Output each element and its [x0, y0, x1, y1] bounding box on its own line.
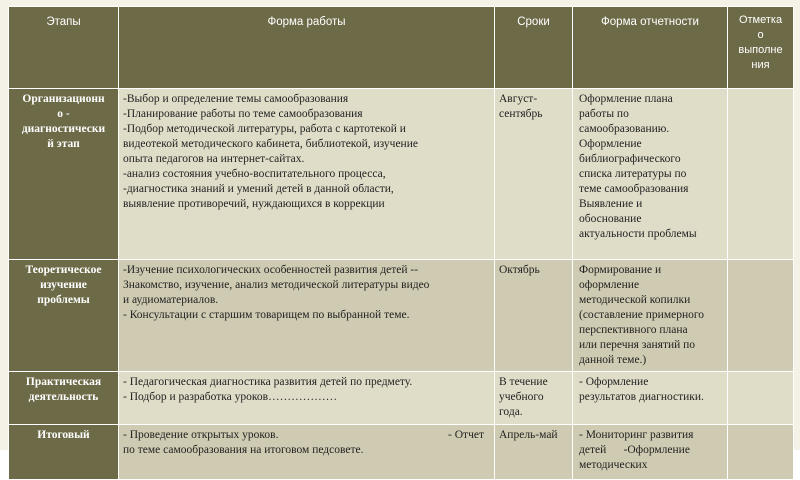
table-row	[9, 89, 794, 260]
table-row	[9, 372, 794, 425]
report-form-cell: - Оформление результатов диагностики.	[573, 372, 728, 425]
term-cell: Апрель-май	[495, 425, 573, 480]
report-form-cell: - Мониторинг развития детей -Оформление методических	[573, 425, 728, 480]
stage-cell: Теоретическое изучение проблемы	[9, 260, 119, 372]
term-cell: Октябрь	[495, 260, 573, 372]
table-header-row	[9, 7, 794, 89]
term-cell: В течение учебного года.	[495, 372, 573, 425]
work-form-cell: -Изучение психологических особенностей развития детей -- Знакомство, изучение, анализ методической литературы видео и аудиоматериалов. - Консультации с старшим товарищем по выбранной теме.	[119, 260, 495, 372]
header-completion-mark: Отметка о выполне ния	[728, 7, 794, 89]
table-row	[9, 425, 794, 480]
stage-cell: Организационн о - диагностически й этап	[9, 89, 119, 260]
term-cell: Август- сентябрь	[495, 89, 573, 260]
work-form-cell: - Проведение открытых уроков. - Отчет по теме самообразования на итоговом педсовете.	[119, 425, 495, 480]
report-form-cell: Оформление плана работы по самообразованию. Оформление библиографического списка литературы по теме самообразования Выявление и обоснование актуальности проблемы	[573, 89, 728, 260]
completion-mark-cell	[728, 372, 794, 425]
work-form-cell: - Педагогическая диагностика развития детей по предмету. - Подбор и разработка уроков………………	[119, 372, 495, 425]
stage-cell: Итоговый	[9, 425, 119, 480]
table-frame	[8, 6, 793, 471]
header-report-form: Форма отчетности	[573, 7, 728, 89]
stage-cell: Практическая деятельность	[9, 372, 119, 425]
self-education-plan-table	[8, 6, 794, 480]
header-terms: Сроки	[495, 7, 573, 89]
completion-mark-cell	[728, 89, 794, 260]
completion-mark-cell	[728, 260, 794, 372]
report-form-cell: Формирование и оформление методической копилки (составление примерного перспективного плана или перечня занятий по данной теме.)	[573, 260, 728, 372]
table-row	[9, 260, 794, 372]
header-work-form: Форма работы	[119, 7, 495, 89]
completion-mark-cell	[728, 425, 794, 480]
header-stages: Этапы	[9, 7, 119, 89]
work-form-cell: -Выбор и определение темы самообразования -Планирование работы по теме самообразования -Подбор методической литературы, работа с картотекой и видеотекой методического кабинета, библиотекой, изучение опыта педагогов на интернет-сайтах. -анализ состояния учебно-воспитательного процесса, -диагностика знаний и умений детей в данной области, выявление противоречий, нуждающихся в коррекции	[119, 89, 495, 260]
